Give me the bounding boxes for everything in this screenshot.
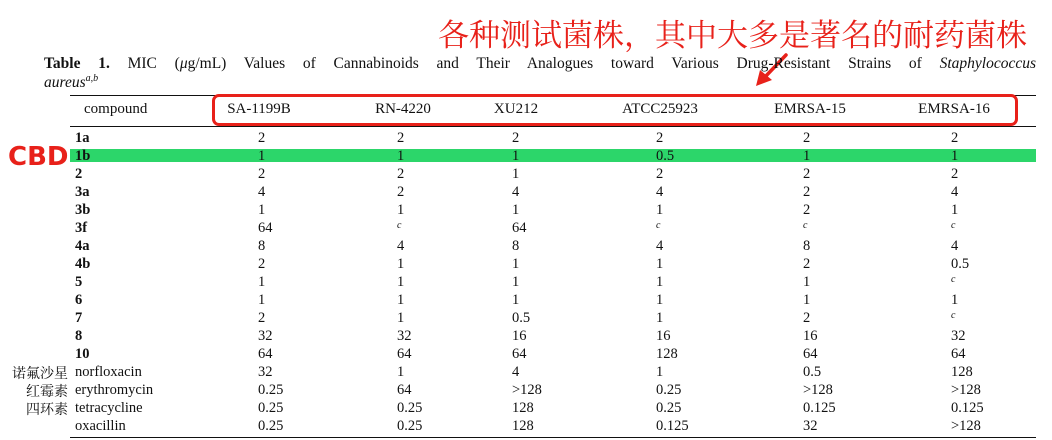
mic-value-cell: 0.125	[803, 400, 836, 416]
column-header-strain: SA-1199B	[227, 101, 291, 117]
mic-value-cell: 2	[397, 130, 405, 146]
mic-value-cell: 2	[951, 166, 959, 182]
mic-value-cell: >128	[951, 418, 981, 434]
mic-value-cell: 1	[951, 148, 959, 164]
compound-cell: 4a	[75, 238, 90, 254]
mic-value-cell: 0.5	[656, 148, 675, 164]
mic-value-cell: 64	[258, 220, 273, 236]
mic-value-cell: c	[951, 274, 956, 285]
mic-value-cell: 32	[803, 418, 818, 434]
mic-value-cell: 1	[803, 292, 811, 308]
mic-value-cell: 1	[512, 202, 520, 218]
mic-value-cell: 4	[951, 238, 959, 254]
compound-cell: 4b	[75, 256, 91, 272]
caption-species2: aureus	[44, 74, 86, 91]
mic-value-cell: 1	[656, 292, 664, 308]
table-row	[0, 309, 1052, 327]
column-header-strain: XU212	[493, 101, 539, 117]
mic-value-cell: c	[803, 220, 808, 231]
mic-value-cell: 1	[397, 274, 405, 290]
compound-cell: oxacillin	[75, 418, 126, 434]
compound-cell: 8	[75, 328, 83, 344]
mic-value-cell: 4	[258, 184, 266, 200]
mic-value-cell: 2	[803, 130, 811, 146]
mic-value-cell: c	[951, 310, 956, 321]
mic-value-cell: 0.25	[397, 418, 423, 434]
table-row	[0, 201, 1052, 219]
mic-value-cell: 0.5	[803, 364, 822, 380]
chinese-headline-annotation: 各种测试菌株，其中大多是著名的耐药菌株	[438, 18, 1027, 54]
compound-cell: 1b	[75, 148, 91, 164]
mic-value-cell: 4	[512, 184, 520, 200]
mic-value-cell: 128	[512, 418, 534, 434]
compound-cell: 1a	[75, 130, 90, 146]
table-header-rule	[70, 126, 1036, 127]
mic-value-cell: 1	[656, 274, 664, 290]
table-bottom-rule	[70, 437, 1036, 438]
table-row	[0, 381, 1052, 399]
table-row	[0, 255, 1052, 273]
compound-cell: 3b	[75, 202, 91, 218]
mic-value-cell: 4	[512, 364, 520, 380]
mic-value-cell: 2	[656, 130, 664, 146]
mic-value-cell: 32	[258, 364, 273, 380]
mic-value-cell: 64	[512, 346, 527, 362]
mic-value-cell: 1	[656, 310, 664, 326]
table-caption	[44, 54, 1036, 73]
table-row	[0, 165, 1052, 183]
caption-species1: Staphylococcus	[939, 55, 1036, 72]
mic-value-cell: 2	[258, 166, 266, 182]
mic-value-cell: 1	[656, 202, 664, 218]
mic-value-cell: 128	[656, 346, 678, 362]
compound-cell: norfloxacin	[75, 364, 142, 380]
mic-value-cell: 0.25	[258, 382, 284, 398]
mic-value-cell: 2	[397, 184, 405, 200]
mic-value-cell: 2	[803, 202, 811, 218]
mic-value-cell: 1	[803, 148, 811, 164]
mic-value-cell: 0.5	[951, 256, 970, 272]
cbd-label: CBD	[8, 142, 69, 172]
mic-value-cell: c	[951, 220, 956, 231]
column-header-strain: EMRSA-16	[918, 101, 990, 117]
mic-value-cell: 32	[951, 328, 966, 344]
caption-footnote-mark: a,b	[85, 72, 99, 84]
mic-value-cell: 0.125	[656, 418, 689, 434]
mic-value-cell: 1	[258, 148, 266, 164]
table-row	[0, 273, 1052, 291]
mic-value-cell: 1	[258, 202, 266, 218]
mic-value-cell: 16	[656, 328, 671, 344]
mic-value-cell: 64	[803, 346, 818, 362]
mic-value-cell: c	[656, 220, 661, 231]
mic-value-cell: 1	[803, 274, 811, 290]
mic-value-cell: 4	[397, 238, 405, 254]
mic-value-cell: 8	[258, 238, 266, 254]
mic-value-cell: 2	[803, 184, 811, 200]
mic-value-cell: 0.5	[512, 310, 531, 326]
compound-cell: 3a	[75, 184, 90, 200]
caption-mu: μ	[179, 55, 188, 72]
compound-cell: tetracycline	[75, 400, 143, 416]
chinese-drug-annotation: 红霉素	[26, 384, 68, 400]
mic-value-cell: 2	[258, 256, 266, 272]
mic-value-cell: 2	[803, 310, 811, 326]
mic-value-cell: 128	[512, 400, 534, 416]
compound-cell: 2	[75, 166, 83, 182]
mic-value-cell: 1	[258, 274, 266, 290]
mic-value-cell: 2	[803, 256, 811, 272]
compound-cell: 7	[75, 310, 83, 326]
mic-value-cell: 128	[951, 364, 973, 380]
mic-value-cell: 2	[397, 166, 405, 182]
table-row	[0, 291, 1052, 309]
mic-value-cell: 1	[951, 202, 959, 218]
mic-value-cell: 4	[656, 184, 664, 200]
mic-value-cell: 1	[656, 364, 664, 380]
mic-value-cell: 1	[512, 274, 520, 290]
mic-value-cell: 0.125	[951, 400, 984, 416]
table-row	[0, 327, 1052, 345]
mic-value-cell: 16	[512, 328, 527, 344]
caption-part2: g/mL) Values of Cannabinoids and Their Analogues toward Various Drug-Resistant Strains of	[187, 55, 940, 72]
table-row	[0, 219, 1052, 237]
mic-value-cell: 0.25	[656, 382, 682, 398]
table-row	[0, 417, 1052, 435]
mic-value-cell: 2	[951, 130, 959, 146]
chinese-drug-annotation: 四环素	[26, 402, 68, 418]
mic-value-cell: 4	[951, 184, 959, 200]
mic-value-cell: 0.25	[656, 400, 682, 416]
mic-value-cell: 2	[803, 166, 811, 182]
strain-highlight-box	[212, 94, 1018, 126]
mic-value-cell: 64	[258, 346, 273, 362]
mic-value-cell: 2	[258, 310, 266, 326]
compound-cell: erythromycin	[75, 382, 154, 398]
mic-value-cell: 1	[397, 310, 405, 326]
compound-cell: 3f	[75, 220, 88, 236]
mic-value-cell: 1	[258, 292, 266, 308]
mic-value-cell: 1	[397, 148, 405, 164]
mic-value-cell: 1	[397, 364, 405, 380]
mic-value-cell: 1	[512, 166, 520, 182]
mic-value-cell: 32	[258, 328, 273, 344]
table-row	[0, 345, 1052, 363]
table-caption-line2	[44, 73, 98, 92]
mic-value-cell: 1	[397, 292, 405, 308]
mic-value-cell: 2	[656, 166, 664, 182]
mic-value-cell: 0.25	[258, 400, 284, 416]
caption-part1: MIC (	[109, 55, 180, 72]
mic-value-cell: 8	[512, 238, 520, 254]
column-header-strain: ATCC25923	[622, 101, 698, 117]
column-header-compound: compound	[84, 101, 148, 117]
table-row	[0, 147, 1052, 165]
mic-value-cell: 1	[397, 256, 405, 272]
mic-value-cell: 2	[258, 130, 266, 146]
compound-cell: 6	[75, 292, 83, 308]
compound-cell: 5	[75, 274, 83, 290]
table-row	[0, 399, 1052, 417]
chinese-drug-annotation: 诺氟沙星	[12, 366, 68, 382]
mic-value-cell: 1	[512, 148, 520, 164]
mic-value-cell: 1	[512, 292, 520, 308]
mic-value-cell: 64	[951, 346, 966, 362]
mic-value-cell: c	[397, 220, 402, 231]
column-header-strain: EMRSA-15	[774, 101, 846, 117]
mic-value-cell: 1	[397, 202, 405, 218]
mic-value-cell: 32	[397, 328, 412, 344]
table-number: Table 1.	[44, 55, 110, 72]
mic-value-cell: >128	[951, 382, 981, 398]
mic-value-cell: >128	[512, 382, 542, 398]
mic-value-cell: 64	[397, 346, 412, 362]
mic-value-cell: 16	[803, 328, 818, 344]
mic-value-cell: 4	[656, 238, 664, 254]
compound-cell: 10	[75, 346, 90, 362]
mic-value-cell: 8	[803, 238, 811, 254]
table-row	[0, 129, 1052, 147]
mic-value-cell: 2	[512, 130, 520, 146]
mic-value-cell: >128	[803, 382, 833, 398]
mic-value-cell: 64	[512, 220, 527, 236]
table-row	[0, 237, 1052, 255]
mic-value-cell: 1	[512, 256, 520, 272]
mic-value-cell: 1	[951, 292, 959, 308]
mic-value-cell: 0.25	[397, 400, 423, 416]
table-row	[0, 363, 1052, 381]
table-row	[0, 183, 1052, 201]
mic-value-cell: 1	[656, 256, 664, 272]
mic-value-cell: 64	[397, 382, 412, 398]
column-header-strain: RN-4220	[375, 101, 431, 117]
mic-value-cell: 0.25	[258, 418, 284, 434]
